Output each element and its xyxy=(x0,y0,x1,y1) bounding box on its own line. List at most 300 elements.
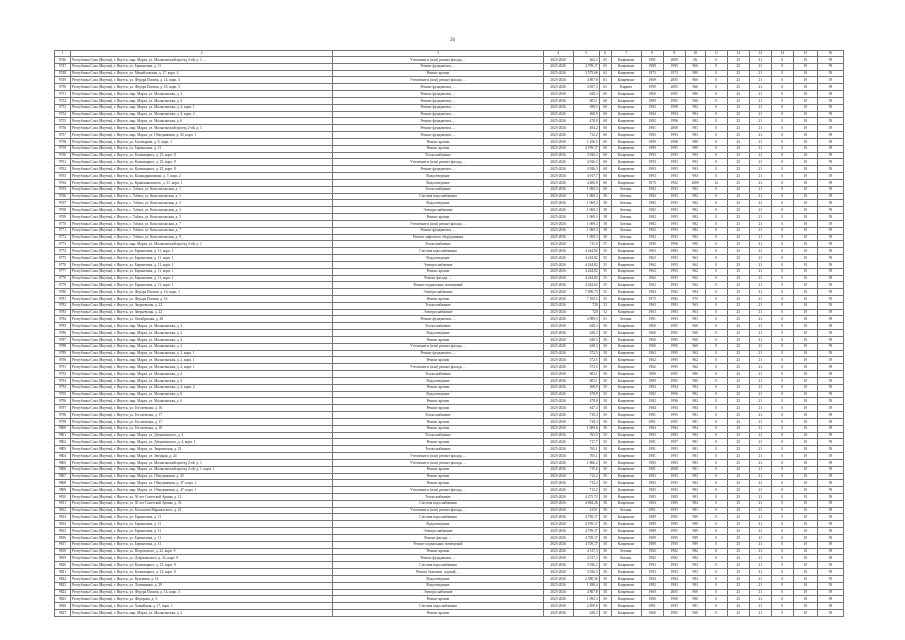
table-cell: Республика Саха (Якутия), г. Якутск, ул. Беринговка, д. 11, корп. 1 xyxy=(71,282,333,289)
table-cell: 58 xyxy=(599,234,611,241)
table-cell: 4 244,82 xyxy=(573,282,599,289)
table-cell: 1980 xyxy=(641,97,663,104)
table-cell: Капремонт xyxy=(611,534,641,541)
table-cell: 0 xyxy=(771,323,793,330)
table-cell: 0 xyxy=(705,289,727,296)
table-cell: 59 xyxy=(817,521,843,528)
table-cell: 2008 xyxy=(663,466,685,473)
table-cell: 984 xyxy=(685,405,705,412)
table-cell: 25 xyxy=(727,125,749,132)
table-cell: 1982 xyxy=(641,104,663,111)
table-cell: 0 xyxy=(771,480,793,487)
table-cell: Бетонн. xyxy=(611,207,641,214)
table-cell: 59 xyxy=(817,418,843,425)
table-cell: 966 xyxy=(685,97,705,104)
table-row xyxy=(55,309,844,316)
table-cell: 0 xyxy=(705,384,727,391)
table-cell: Утепление и (или) ремонт фасада, ... xyxy=(333,57,543,64)
table-cell: 2025-2026 xyxy=(543,91,573,98)
table-row xyxy=(55,84,844,91)
table-cell: 10 xyxy=(793,384,817,391)
table-cell: 10 xyxy=(793,84,817,91)
table-cell: 628,3 xyxy=(573,336,599,343)
table-cell: Ремонт кровли xyxy=(333,405,543,412)
table-cell: 0 xyxy=(705,562,727,569)
table-cell: Республика Саха (Якутия), г. Якутск, мкр. Марха, ул. Малыгинский проезд 2-ой, д. 1 xyxy=(71,125,333,132)
table-row xyxy=(55,118,844,125)
table-cell: 2025-2026 xyxy=(543,138,573,145)
table-row xyxy=(55,480,844,487)
table-cell: 10 xyxy=(793,193,817,200)
table-cell: 0 xyxy=(771,473,793,480)
table-cell: 21 xyxy=(749,268,771,275)
table-cell: Утепление и (или) ремонт фасада, ... xyxy=(333,364,543,371)
table-cell: 10 xyxy=(793,364,817,371)
table-cell: 962 xyxy=(685,357,705,364)
table-cell: 963 xyxy=(685,255,705,262)
table-cell: 50 xyxy=(599,534,611,541)
table-cell: 59 xyxy=(817,446,843,453)
table-cell: 59 xyxy=(817,377,843,384)
table-cell: 9808 xyxy=(55,480,71,487)
table-cell: 25 xyxy=(727,610,749,617)
table-cell: 468,9 xyxy=(573,111,599,118)
table-cell: 9813 xyxy=(55,514,71,521)
table-cell: 59 xyxy=(817,91,843,98)
table-cell: 962 xyxy=(685,364,705,371)
table-cell: 983 xyxy=(685,473,705,480)
table-cell: 2025-2026 xyxy=(543,432,573,439)
table-cell: 10 xyxy=(793,63,817,70)
table-cell: Республика Саха (Якутия), г. Якутск, ул. Петровского, д. 22, корп. 9 xyxy=(71,548,333,555)
table-cell: 1993 xyxy=(663,480,685,487)
table-row xyxy=(55,412,844,419)
table-cell: Республика Саха (Якутия), г. Якутск, ул. Федора Попова, д. 14, корп. 3 xyxy=(71,77,333,84)
table-cell: 9785 xyxy=(55,323,71,330)
table-cell: 9758 xyxy=(55,138,71,145)
table-cell: 0 xyxy=(705,514,727,521)
table-cell: Капремонт xyxy=(611,77,641,84)
table-cell: 720 xyxy=(573,309,599,316)
table-cell: 2025-2026 xyxy=(543,418,573,425)
table-cell: 981 xyxy=(685,316,705,323)
table-cell: 993 xyxy=(685,562,705,569)
table-cell: 9766 xyxy=(55,193,71,200)
table-cell: 21 xyxy=(749,548,771,555)
register-body xyxy=(55,57,844,617)
table-cell: 0 xyxy=(771,70,793,77)
table-cell: 10 xyxy=(793,494,817,501)
table-row xyxy=(55,391,844,398)
table-cell: 21 xyxy=(749,439,771,446)
table-cell: 960 xyxy=(685,323,705,330)
table-cell: Республика Саха (Якутия), г. Якутск, мкр. Марха, ул. Объединения, д. 47, корп. 1 xyxy=(71,480,333,487)
table-cell: Ремонт лифтового оборудования xyxy=(333,234,543,241)
table-cell: 962 xyxy=(685,275,705,282)
table-cell: 0 xyxy=(705,118,727,125)
table-cell: 1960 xyxy=(641,336,663,343)
table-cell: 1995 xyxy=(663,514,685,521)
table-cell: 9770 xyxy=(55,220,71,227)
table-cell: Капремонт xyxy=(611,323,641,330)
table-cell: 0 xyxy=(771,289,793,296)
table-cell: Республика Саха (Якутия), г. Якутск, ул. Зверьевская, д. 22 xyxy=(71,309,333,316)
table-cell: 25 xyxy=(727,500,749,507)
table-cell: Ремонт фасада, ... xyxy=(333,275,543,282)
column-number-16: 16 xyxy=(817,51,843,57)
table-row xyxy=(55,371,844,378)
table-cell: 1960 xyxy=(641,610,663,617)
table-cell: 60 xyxy=(599,91,611,98)
table-cell: Капремонт xyxy=(611,309,641,316)
table-cell: Республика Саха (Якутия), г. Якутск, мкр. Марха, ул. Малыгинская, д. 4 xyxy=(71,377,333,384)
table-cell: 0 xyxy=(705,207,727,214)
table-cell: 10 xyxy=(793,186,817,193)
table-row xyxy=(55,398,844,405)
table-row xyxy=(55,261,844,268)
table-cell: Республика Саха (Якутия), г. Якутск, ул. Беринговка, д. 11, корп. 1 xyxy=(71,248,333,255)
table-cell: 1994 xyxy=(663,405,685,412)
table-cell: 2025-2026 xyxy=(543,391,573,398)
table-cell: Республика Саха (Якутия), г. Якутск, мкр. Марха, ул. Малыгинская, д. 4, корп. 1 xyxy=(71,104,333,111)
table-cell: Республика Саха (Якутия), г. Якутск, мкр. Марха, ул. Малыгинская, д. 2, корп. 1 xyxy=(71,350,333,357)
table-cell: 4 031 xyxy=(573,507,599,514)
table-cell: 989 xyxy=(685,528,705,535)
table-cell: 10 xyxy=(793,77,817,84)
table-cell: 25 xyxy=(727,548,749,555)
table-cell: 0 xyxy=(705,104,727,111)
table-cell: 4 807,8 xyxy=(573,589,599,596)
table-cell: 10 xyxy=(793,412,817,419)
table-cell: Республика Саха (Якутия), г. Якутск, ул. Каландаришвили, д. 7, корп. 2 xyxy=(71,173,333,180)
table-cell: 2025-2026 xyxy=(543,405,573,412)
table-cell: 21 xyxy=(749,418,771,425)
table-cell: 2025-2026 xyxy=(543,439,573,446)
table-cell: 25 xyxy=(727,207,749,214)
table-cell: Бетонн. xyxy=(611,193,641,200)
table-cell: 9827 xyxy=(55,610,71,617)
table-cell: 25 xyxy=(727,494,749,501)
table-cell: Республика Саха (Якутия), г. Якутск, с. Табага, ул. Комсомольская, д. 9 xyxy=(71,234,333,241)
table-cell: 59 xyxy=(817,104,843,111)
table-cell: Ремонт балконов, лоджий, ... xyxy=(333,569,543,576)
table-cell: 9796 xyxy=(55,398,71,405)
table-cell: 712,2 xyxy=(573,132,599,139)
table-cell: 50 xyxy=(599,582,611,589)
table-cell: Республика Саха (Якутия), г. Якутск, с. Табага, ул. Комсомольская, д. 5 xyxy=(71,214,333,221)
table-cell: 60 xyxy=(599,125,611,132)
table-cell: 60 xyxy=(599,159,611,166)
table-cell: 1990 xyxy=(641,84,663,91)
table-cell: 25 xyxy=(727,446,749,453)
table-cell: 58 xyxy=(599,193,611,200)
table-row xyxy=(55,302,844,309)
table-cell: Капремонт xyxy=(611,384,641,391)
table-cell: Водоотведение xyxy=(333,521,543,528)
table-cell: 61 xyxy=(599,77,611,84)
table-cell: 2025-2026 xyxy=(543,289,573,296)
table-cell: 9798 xyxy=(55,412,71,419)
table-cell: 2005 xyxy=(663,84,685,91)
table-cell: 0 xyxy=(705,548,727,555)
table-cell: 10 xyxy=(793,534,817,541)
table-cell: 59 xyxy=(817,138,843,145)
table-cell: 1982 xyxy=(641,234,663,241)
table-cell: 2009 xyxy=(663,57,685,64)
table-cell: 984 xyxy=(685,111,705,118)
table-cell: 2025-2026 xyxy=(543,487,573,494)
table-cell: Утепление и (или) ремонт фасада, ... xyxy=(333,487,543,494)
table-cell: 0 xyxy=(705,241,727,248)
table-cell: 25 xyxy=(727,152,749,159)
table-cell: Капремонт xyxy=(611,371,641,378)
table-cell: 25 xyxy=(727,227,749,234)
table-cell: 59 xyxy=(817,261,843,268)
column-number-13: 13 xyxy=(749,51,771,57)
table-cell: 9803 xyxy=(55,446,71,453)
table-cell: 1997 xyxy=(663,439,685,446)
table-cell: 1984 xyxy=(641,575,663,582)
table-cell: Республика Саха (Якутия), г. Якутск, мкр. Марха, ул. Объединения, д. 45 xyxy=(71,473,333,480)
table-cell: 10 xyxy=(793,555,817,562)
table-cell: 10 xyxy=(793,596,817,603)
table-cell: 59 xyxy=(817,302,843,309)
table-cell: 0 xyxy=(705,214,727,221)
table-cell: 50 xyxy=(599,323,611,330)
table-cell: 50 xyxy=(599,425,611,432)
table-cell: 982 xyxy=(685,214,705,221)
table-cell: 25 xyxy=(727,330,749,337)
table-cell: 1993 xyxy=(663,132,685,139)
table-cell: 59 xyxy=(817,234,843,241)
table-cell: 1993 xyxy=(663,152,685,159)
table-cell: 4 244,82 xyxy=(573,255,599,262)
table-cell: 50 xyxy=(599,391,611,398)
table-cell: 1989 xyxy=(641,63,663,70)
table-cell: 59 xyxy=(817,227,843,234)
table-cell: 984 xyxy=(685,500,705,507)
table-cell: 2025-2026 xyxy=(543,473,573,480)
table-cell: 59 xyxy=(817,309,843,316)
table-cell: 1993 xyxy=(641,173,663,180)
table-cell: Водоотведение xyxy=(333,200,543,207)
table-cell: 10 xyxy=(793,371,817,378)
table-cell: 0 xyxy=(705,57,727,64)
table-cell: 25 xyxy=(727,439,749,446)
table-cell: 59 xyxy=(817,439,843,446)
table-cell: 59 xyxy=(817,350,843,357)
table-cell: 0 xyxy=(705,596,727,603)
table-cell: Бетонн. xyxy=(611,234,641,241)
table-cell: 1993 xyxy=(663,207,685,214)
table-cell: 25 xyxy=(727,487,749,494)
table-cell: 9754 xyxy=(55,111,71,118)
table-cell: Ремонт фундамента, ... xyxy=(333,227,543,234)
table-cell: 10 xyxy=(793,316,817,323)
table-cell: 0 xyxy=(771,507,793,514)
table-cell: 0 xyxy=(771,248,793,255)
table-cell: 59 xyxy=(817,528,843,535)
table-cell: 0 xyxy=(771,207,793,214)
table-cell: 9779 xyxy=(55,282,71,289)
table-cell: Капремонт xyxy=(611,500,641,507)
table-cell: Республика Саха (Якутия), г. Якутск, мкр. Марха, ул. Малыгинская, д. 2, корп. 1 xyxy=(71,357,333,364)
table-cell: 21 xyxy=(749,534,771,541)
table-cell: 55 xyxy=(599,295,611,302)
table-cell: Республика Саха (Якутия), г. Якутск, с. Табага, ул. Комсомольская, д. 1 xyxy=(71,193,333,200)
table-cell: 9756 xyxy=(55,125,71,132)
table-cell: 0 xyxy=(705,97,727,104)
table-cell: 21 xyxy=(749,104,771,111)
table-cell: 0 xyxy=(705,534,727,541)
table-cell: 21 xyxy=(749,350,771,357)
table-cell: 0 xyxy=(771,343,793,350)
table-cell: 10 xyxy=(793,309,817,316)
table-cell: 0 xyxy=(705,255,727,262)
table-cell: 59 xyxy=(817,459,843,466)
table-cell: 59 xyxy=(817,193,843,200)
table-cell: Республика Саха (Якутия), г. Якутск, мкр. Марха, ул. Зверьевская, д. 21 xyxy=(71,446,333,453)
table-cell: 55 xyxy=(599,261,611,268)
table-cell: 2025-2026 xyxy=(543,541,573,548)
table-cell: 21 xyxy=(749,514,771,521)
table-cell: 21 xyxy=(749,528,771,535)
table-cell: Республика Саха (Якутия), г. Якутск, мкр. Марха, ул. Малыгинская, д. 2 xyxy=(71,610,333,617)
column-number-4: 4 xyxy=(543,51,573,57)
table-cell: 0 xyxy=(771,500,793,507)
table-cell: 21 xyxy=(749,494,771,501)
table-cell: 2025-2026 xyxy=(543,330,573,337)
table-cell: 981 xyxy=(685,418,705,425)
table-cell: 1960 xyxy=(641,91,663,98)
table-cell: 1993 xyxy=(641,562,663,569)
table-cell: 0 xyxy=(705,398,727,405)
table-cell: 1963 xyxy=(641,309,663,316)
table-cell: 1993 xyxy=(663,487,685,494)
table-cell: 0 xyxy=(771,603,793,610)
table-cell: 1993 xyxy=(663,234,685,241)
table-cell: 2025-2026 xyxy=(543,166,573,173)
table-cell: Республика Саха (Якутия), г. Якутск, ул. Гоголевская, д. 18 xyxy=(71,425,333,432)
table-cell: 4 709,17 xyxy=(573,534,599,541)
table-cell: 0 xyxy=(771,268,793,275)
table-cell: 4 406,8 xyxy=(573,179,599,186)
table-cell: Ремонт фундамента, ... xyxy=(333,555,543,562)
table-cell: 21 xyxy=(749,255,771,262)
table-cell: Ремонт кровли xyxy=(333,138,543,145)
table-cell: 9805 xyxy=(55,459,71,466)
table-cell: Капремонт xyxy=(611,357,641,364)
table-cell: 59 xyxy=(817,562,843,569)
table-cell: 59 xyxy=(817,70,843,77)
table-cell: 1982 xyxy=(663,289,685,296)
table-cell: 0 xyxy=(705,159,727,166)
table-cell: 59 xyxy=(817,97,843,104)
table-row xyxy=(55,295,844,302)
table-row xyxy=(55,569,844,576)
table-row xyxy=(55,357,844,364)
table-cell: 960 xyxy=(685,330,705,337)
table-cell: 0 xyxy=(771,555,793,562)
table-cell: Капремонт xyxy=(611,521,641,528)
table-cell: 21 xyxy=(749,207,771,214)
table-cell: 1 069,3 xyxy=(573,220,599,227)
table-row xyxy=(55,275,844,282)
table-cell: 21 xyxy=(749,507,771,514)
table-cell: 59 xyxy=(817,111,843,118)
table-cell: 0 xyxy=(771,282,793,289)
table-cell: Теплоснабжение xyxy=(333,412,543,419)
table-cell: 1980 xyxy=(663,596,685,603)
table-cell: 9820 xyxy=(55,562,71,569)
table-cell: 25 xyxy=(727,398,749,405)
table-cell: 1975 xyxy=(641,179,663,186)
table-cell: 9821 xyxy=(55,569,71,576)
table-cell: 0 xyxy=(705,166,727,173)
table-cell: 10 xyxy=(793,97,817,104)
column-number-15: 15 xyxy=(793,51,817,57)
table-cell: Республика Саха (Якутия), г. Якутск, ул. Гоголевская, д. 17 xyxy=(71,418,333,425)
table-cell: 9750 xyxy=(55,84,71,91)
table-cell: 59 xyxy=(817,555,843,562)
table-cell: 983 xyxy=(685,487,705,494)
table-row xyxy=(55,282,844,289)
table-cell: 647,3 xyxy=(573,405,599,412)
table-cell: 2025-2026 xyxy=(543,125,573,132)
table-cell: Республика Саха (Якутия), г. Якутск, мкр. Марха, ул. Звездная, д. 24 xyxy=(71,453,333,460)
table-cell: 0 xyxy=(705,193,727,200)
table-cell: 2025-2026 xyxy=(543,159,573,166)
table-cell: 2005 xyxy=(663,77,685,84)
table-cell: 25 xyxy=(727,302,749,309)
table-cell: 58 xyxy=(599,200,611,207)
table-cell: 983 xyxy=(685,480,705,487)
table-cell: 982 xyxy=(685,118,705,125)
table-row xyxy=(55,316,844,323)
table-cell: 25 xyxy=(727,248,749,255)
table-cell: Электроснабжение xyxy=(333,207,543,214)
table-cell: 1 092,3 xyxy=(573,596,599,603)
table-cell: 1 069,3 xyxy=(573,186,599,193)
table-cell: 0 xyxy=(705,350,727,357)
table-row xyxy=(55,330,844,337)
table-cell: Республика Саха (Якутия), г. Якутск, ул. Кржижановского, д. 31, корп. 1 xyxy=(71,179,333,186)
table-cell: 9769 xyxy=(55,214,71,221)
table-cell: Капремонт xyxy=(611,330,641,337)
table-cell: 1993 xyxy=(663,159,685,166)
table-cell: 1982 xyxy=(663,555,685,562)
table-cell: 9787 xyxy=(55,336,71,343)
table-cell: 21 xyxy=(749,132,771,139)
column-number-1: 1 xyxy=(55,51,71,57)
table-cell: Утепление и (или) ремонт фасада, ... xyxy=(333,159,543,166)
table-cell: 50 xyxy=(599,528,611,535)
table-cell: 2025-2026 xyxy=(543,179,573,186)
table-row xyxy=(55,596,844,603)
table-cell: 59 xyxy=(817,391,843,398)
table-cell: 2 859,6 xyxy=(573,603,599,610)
table-row xyxy=(55,186,844,193)
table-cell: 9809 xyxy=(55,487,71,494)
table-cell: 2025-2026 xyxy=(543,425,573,432)
table-cell: 10 xyxy=(793,569,817,576)
table-row xyxy=(55,227,844,234)
table-cell: 981 xyxy=(685,603,705,610)
table-cell: 10 xyxy=(793,241,817,248)
table-cell: 963 xyxy=(685,302,705,309)
table-cell: 9760 xyxy=(55,152,71,159)
table-cell: 10 xyxy=(793,610,817,617)
